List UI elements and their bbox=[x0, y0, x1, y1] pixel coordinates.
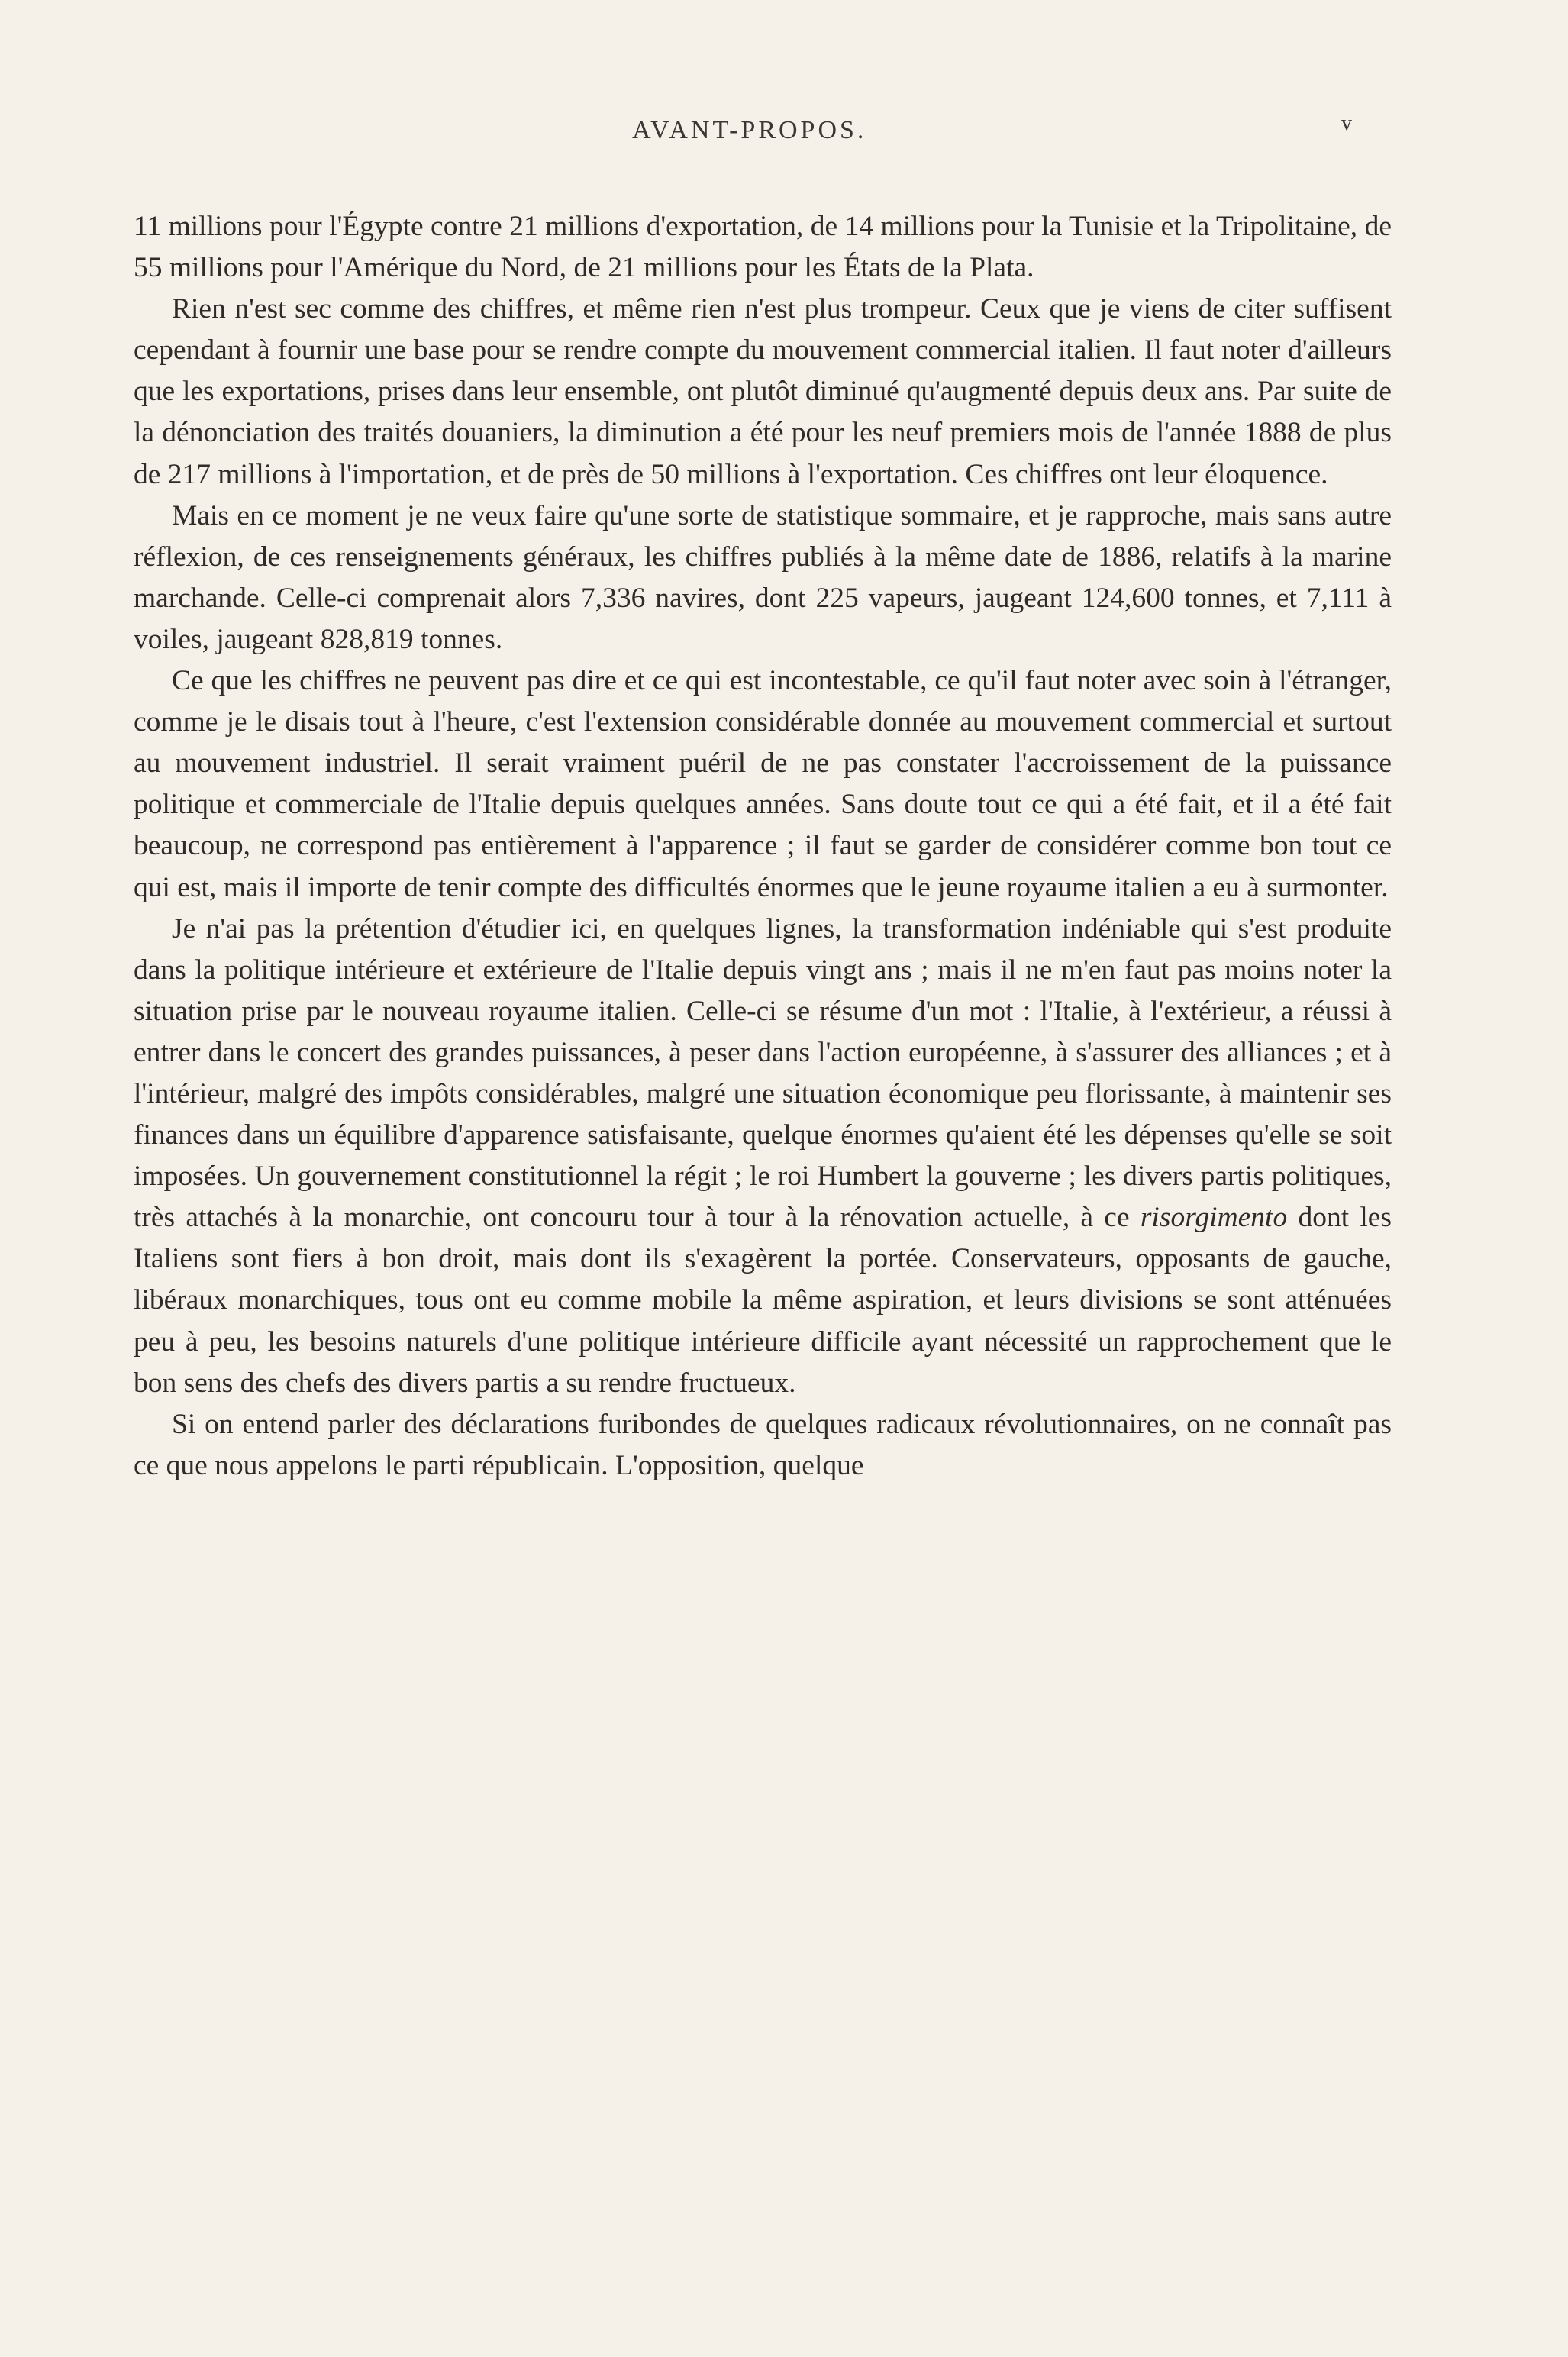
body-text bbox=[134, 206, 1392, 1487]
running-title: AVANT-PROPOS. bbox=[632, 116, 867, 144]
paragraph-3: Mais en ce moment je ne veux faire qu'une sorte de statistique sommaire, et je rapproche, mais sans autre réflexion, de ces renseignements généraux, les chiffres publiés à la même date de 1886, relatifs à la marine marchande. Celle-ci comprenait alors 7,336 navires, dont 225 vapeurs, jaugeant 124,600 tonnes, et 7,111 à voiles, jaugeant 828,819 tonnes. bbox=[134, 499, 1392, 655]
paragraph-2: Rien n'est sec comme des chiffres, et même rien n'est plus trompeur. Ceux que je viens de citer suffisent cependant à fournir une base pour se rendre compte du mouvement commercial italien. Il faut noter d'ailleurs que les exportations, prises dans leur ensemble, ont plutôt diminué qu'augmenté depuis deux ans. Par suite de la dénonciation des traités douaniers, la diminution a été pour les neuf premiers mois de l'année 1888 de plus de 217 millions à l'importation, et de près de 50 millions à l'exportation. Ces chiffres ont leur éloquence. bbox=[134, 293, 1392, 490]
paragraph-4: Ce que les chiffres ne peuvent pas dire et ce qui est incontestable, ce qu'il faut noter avec soin à l'étranger, comme je le disais tout à l'heure, c'est l'extension considérable donnée au mouvement commercial et surtout au mouvement industriel. Il serait vraiment puéril de ne pas constater l'accroissement de la puissance politique et commerciale de l'Italie depuis quelques années. Sans doute tout ce qui a été fait, et il a été fait beaucoup, ne correspond pas entièrement à l'apparence ; il faut se garder de considérer comme bon tout ce qui est, mais il importe de tenir compte des difficultés énormes que le jeune royaume italien a eu à surmonter. bbox=[134, 665, 1392, 903]
paragraph-6: Si on entend parler des déclarations furibondes de quelques radicaux révolutionnaires, on ne connaît pas ce que nous appelons le parti républicain. L'opposition, quelque bbox=[134, 1408, 1392, 1481]
paragraph-5-part-1: Je n'ai pas la prétention d'étudier ici, en quelques lignes, la transformation indéniable qui s'est produite dans la politique intérieure et extérieure de l'Italie depuis vingt ans ; mais il ne m'en faut pas moins noter la situation prise par le nouveau royaume italien. Celle-ci se résume d'un mot : l'Italie, à l'extérieur, a réussi à entrer dans le concert des grandes puissances, à peser dans l'action européenne, à s'assurer des alliances ; et à l'intérieur, malgré des impôts considérables, malgré une situation économique peu florissante, à maintenir ses finances dans un équilibre d'apparence satisfaisante, quelque énormes qu'aient été les dépenses qu'elle se soit imposées. Un gouvernement constitutionnel la régit ; le roi Humbert la gouverne ; les divers partis politiques, très attachés à la monarchie, ont concouru tour à tour à la rénovation actuelle, à ce bbox=[134, 912, 1392, 1234]
paragraph-5-part-2: dont les Italiens sont fiers à bon droit, mais dont ils s'exagèrent la portée. Conservateurs, opposants de gauche, libéraux monarchiques, tous ont eu comme mobile la même aspiration, et leurs divisions se sont atténuées peu à peu, les besoins naturels d'une politique intérieure difficile ayant nécessité un rapprochement que le bon sens des chefs des divers partis a su rendre fructueux. bbox=[134, 1202, 1392, 1399]
paragraph-1: 11 millions pour l'Égypte contre 21 millions d'exportation, de 14 millions pour la Tunisie et la Tripolitaine, de 55 millions pour l'Amérique du Nord, de 21 millions pour les États de la Plata. bbox=[134, 211, 1392, 284]
italic-term: risorgimento bbox=[1140, 1202, 1288, 1234]
paragraph-5 bbox=[134, 909, 1392, 1404]
page-number: v bbox=[1341, 111, 1352, 135]
